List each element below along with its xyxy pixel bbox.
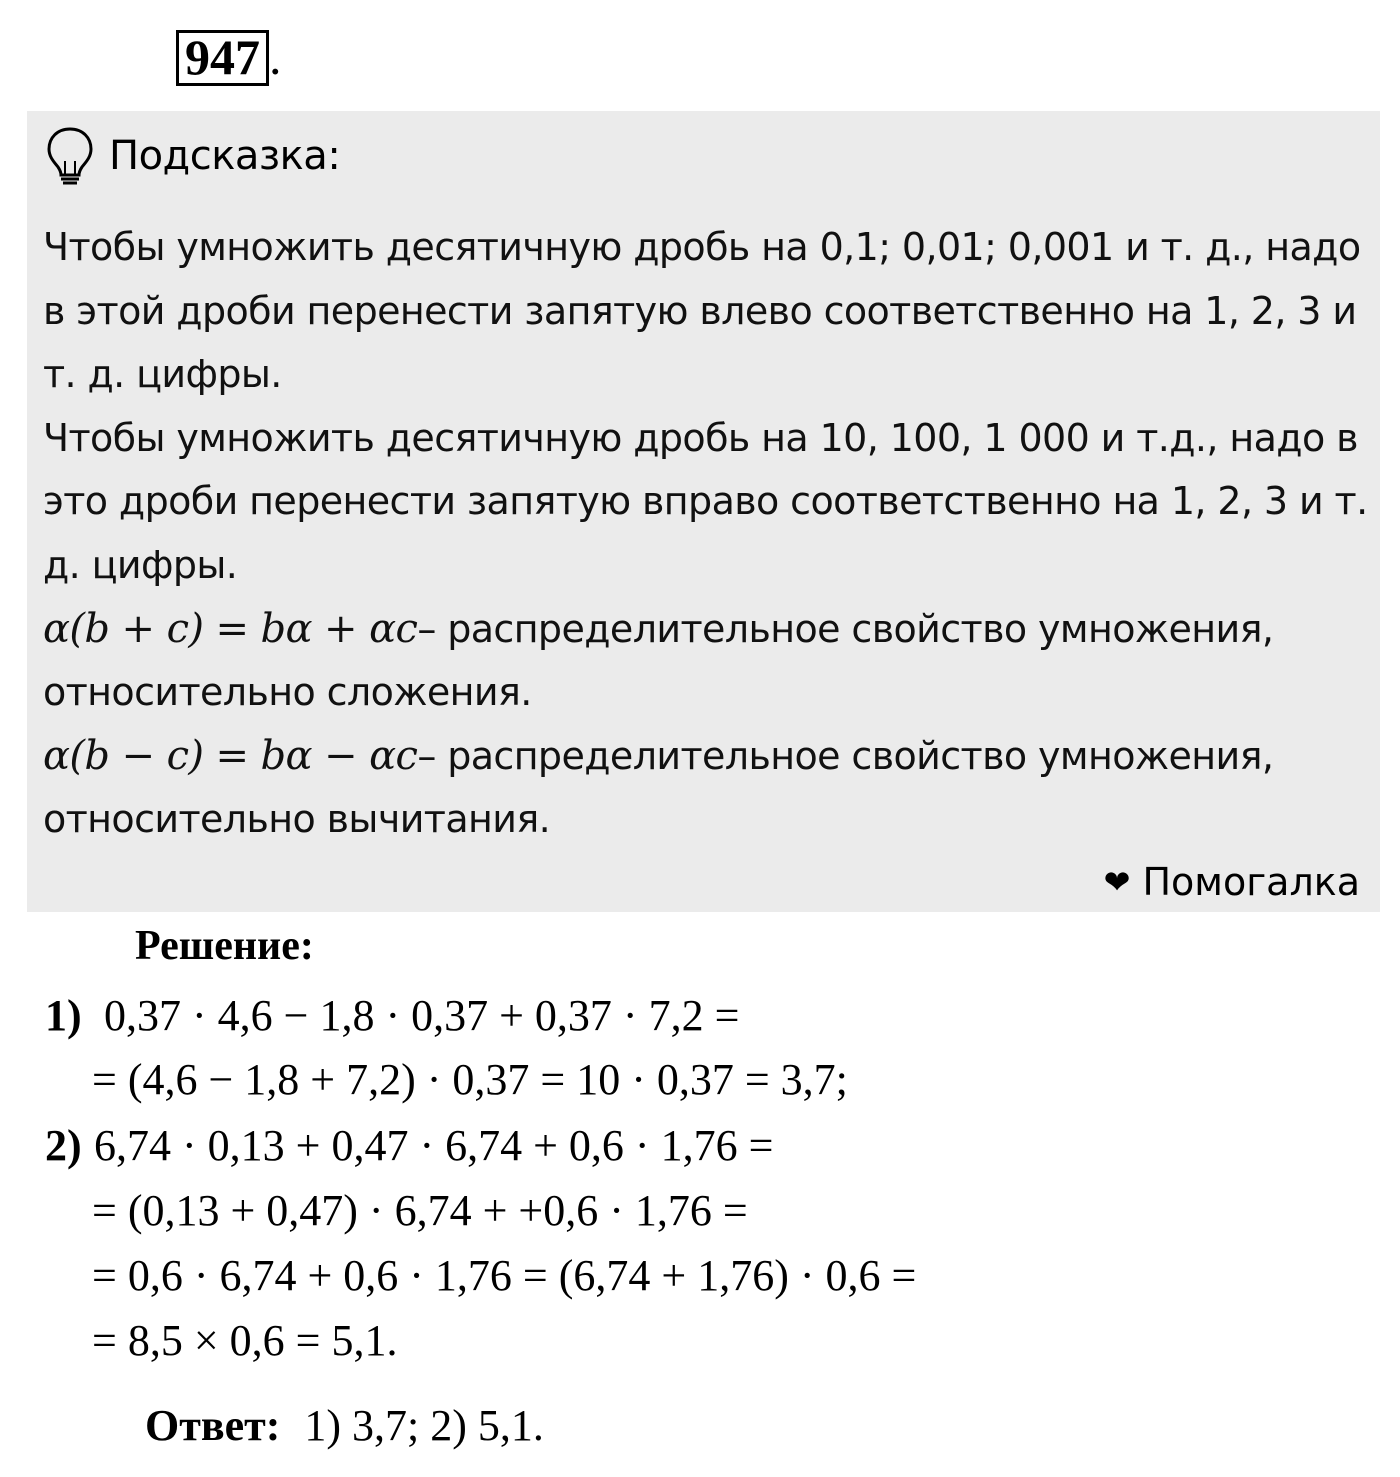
task-number <box>176 30 282 86</box>
hint-body <box>43 216 1373 852</box>
lightbulb-icon <box>45 125 95 187</box>
step-line: 6,74 · 0,13 + 0,47 · 6,74 + 0,6 · 1,76 = <box>94 1121 774 1170</box>
step-number: 1) <box>45 991 82 1040</box>
hint-paragraph: Чтобы умножить десятичную дробь на 0,1; 0,01; 0,001 и т. д., надо в этой дроби перенести запятую влево соответственно на 1, 2, 3 и т. д. цифры. <box>43 225 1361 397</box>
formula-expression: α(b − c) = bα − αc <box>43 732 418 779</box>
answer <box>145 1400 544 1451</box>
formula-line <box>43 598 1373 725</box>
hint-panel <box>27 111 1380 912</box>
step-line: = 0,6 · 6,74 + 0,6 · 1,76 = (6,74 + 1,76) · 0,6 = <box>92 1251 917 1300</box>
heart-icon: ❤ <box>1103 863 1131 901</box>
step-number: 2) <box>45 1121 82 1170</box>
formula-description: – распределительное свойство умножения, относительно сложения. <box>43 606 1274 715</box>
hint-header <box>45 121 340 191</box>
solution-heading: Решение: <box>135 923 314 969</box>
task-number-dot: . <box>269 29 282 85</box>
step-line: 0,37 · 4,6 − 1,8 · 0,37 + 0,37 · 7,2 = <box>104 991 740 1040</box>
formula-expression: α(b + c) = bα + αc <box>43 605 418 652</box>
formula-line <box>43 725 1373 852</box>
step-line: = (0,13 + 0,47) · 6,74 + +0,6 · 1,76 = <box>92 1186 748 1235</box>
brand-name: Помогалка <box>1142 860 1360 904</box>
brand <box>1104 860 1360 904</box>
task-number-box: 947 <box>176 30 269 86</box>
step-line: = (4,6 − 1,8 + 7,2) · 0,37 = 10 · 0,37 = 3,7; <box>92 1055 848 1104</box>
answer-value: 1) 3,7; 2) 5,1. <box>304 1401 544 1450</box>
formula-description: – распределительное свойство умножения, относительно вычитания. <box>43 733 1274 842</box>
hint-title: Подсказка: <box>109 133 341 179</box>
step-line: = 8,5 × 0,6 = 5,1. <box>92 1316 398 1365</box>
answer-label: Ответ: <box>145 1401 281 1450</box>
hint-paragraph: Чтобы умножить десятичную дробь на 10, 100, 1 000 и т.д., надо в это дроби перенести запятую вправо соответственно на 1, 2, 3 и т. д. цифры. <box>43 415 1368 587</box>
